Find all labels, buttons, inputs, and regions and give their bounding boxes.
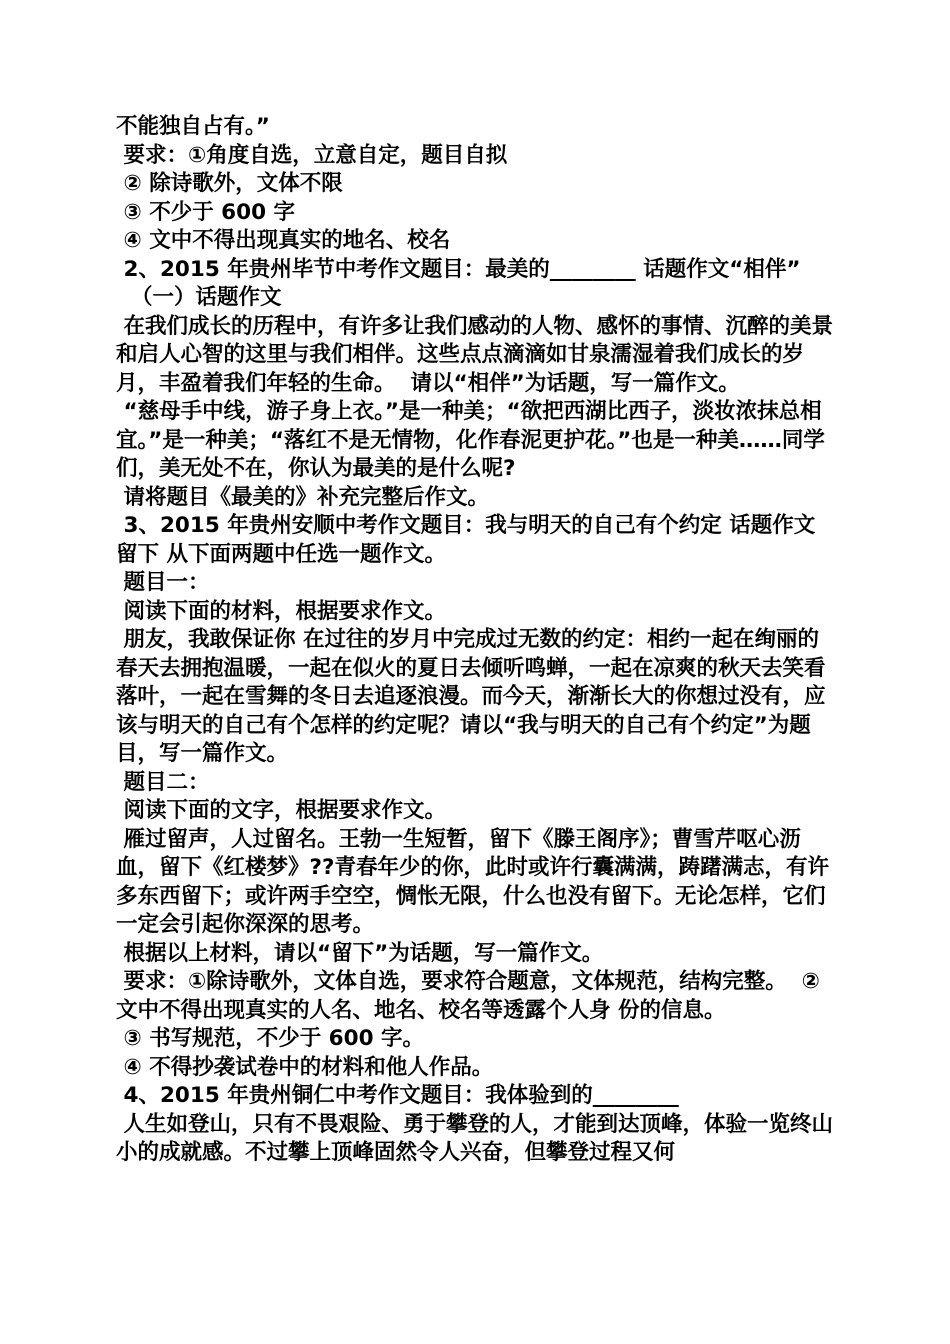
paragraph: ④ 不得抄袭试卷中的材料和他人作品。 bbox=[116, 1054, 494, 1080]
paragraph: 要求：①除诗歌外，文体自选，要求符合题意，文体规范，结构完整。 ②文中不得出现真实的人名、地名、校名等透露个人身 份的信息。 bbox=[116, 969, 820, 1023]
paragraph: 人生如登山，只有不畏艰险、勇于攀登的人，才能到达顶峰，体验一览终山小的成就感。不过攀上顶峰固然令人兴奋，但攀登过程又何 bbox=[116, 1111, 834, 1165]
paragraph: 4、2015 年贵州铜仁中考作文题目：我体验到的________ bbox=[116, 1083, 679, 1108]
paragraph: ④ 文中不得出现真实的地名、校名 bbox=[116, 228, 451, 253]
paragraph: 阅读下面的材料，根据要求作文。 bbox=[116, 598, 447, 624]
paragraph: 阅读下面的文字，根据要求作文。 bbox=[116, 798, 447, 823]
paragraph: 2、2015 年贵州毕节中考作文题目：最美的________ 话题作文“相伴” bbox=[116, 256, 801, 282]
paragraph: （一）话题作文 bbox=[116, 285, 282, 310]
paragraph: ③ 书写规范，不少于 600 字。 bbox=[116, 1026, 425, 1051]
paragraph: 不能独自占有。” bbox=[116, 114, 270, 139]
paragraph: ③ 不少于 600 字 bbox=[116, 199, 296, 225]
paragraph: 题目二： bbox=[116, 769, 210, 795]
paragraph: “慈母手中线，游子身上衣。”是一种美；“欲把西湖比西子，淡妆浓抹总相宜。”是一种美；“落红不是无情物，化作春泥更护花。”也是一种美……同学们，美无处不在，你认为最美的是什么呢? bbox=[116, 399, 825, 481]
paragraph: 题目一： bbox=[116, 570, 210, 595]
document-body bbox=[116, 113, 834, 1168]
paragraph: 雁过留声，人过留名。王勃一生短暂，留下《滕王阁序》；曹雪芹呕心沥血，留下《红楼梦》??青春年少的你，此时或许行囊满满，踌躇满志，有许多东西留下；或许两手空空，惆怅无限，什么也没有留下。无论怎样，它们一定会引起你深深的思考。 bbox=[116, 826, 829, 937]
paragraph: 3、2015 年贵州安顺中考作文题目：我与明天的自己有个约定 话题作文留下 从下面两题中任选一题作文。 bbox=[116, 513, 816, 567]
paragraph: 要求：①角度自选，立意自定，题目自拟 bbox=[116, 142, 508, 168]
paragraph: 请将题目《最美的》补充完整后作文。 bbox=[116, 484, 490, 510]
paragraph: 根据以上材料，请以“留下”为话题，写一篇作文。 bbox=[116, 940, 604, 966]
paragraph: 在我们成长的历程中，有许多让我们感动的人物、感怀的事情、沉醉的美景和启人心智的这里与我们相伴。这些点点滴滴如甘泉濡湿着我们成长的岁月，丰盈着我们年轻的生命。 请以“相伴”为话题，写一篇作文。 bbox=[116, 313, 834, 396]
paragraph: 朋友，我敢保证你 在过往的岁月中完成过无数的约定：相约一起在绚丽的春天去拥抱温暖，一起在似火的夏日去倾听鸣蝉，一起在凉爽的秋天去笑看落叶，一起在雪舞的冬日去追逐浪漫。而今天，渐渐长大的你想过没有，应该与明天的自己有个怎样的约定呢？请以“我与明天的自己有个约定”为题目，写一篇作文。 bbox=[116, 627, 826, 766]
paragraph: ② 除诗歌外，文体不限 bbox=[116, 171, 343, 196]
